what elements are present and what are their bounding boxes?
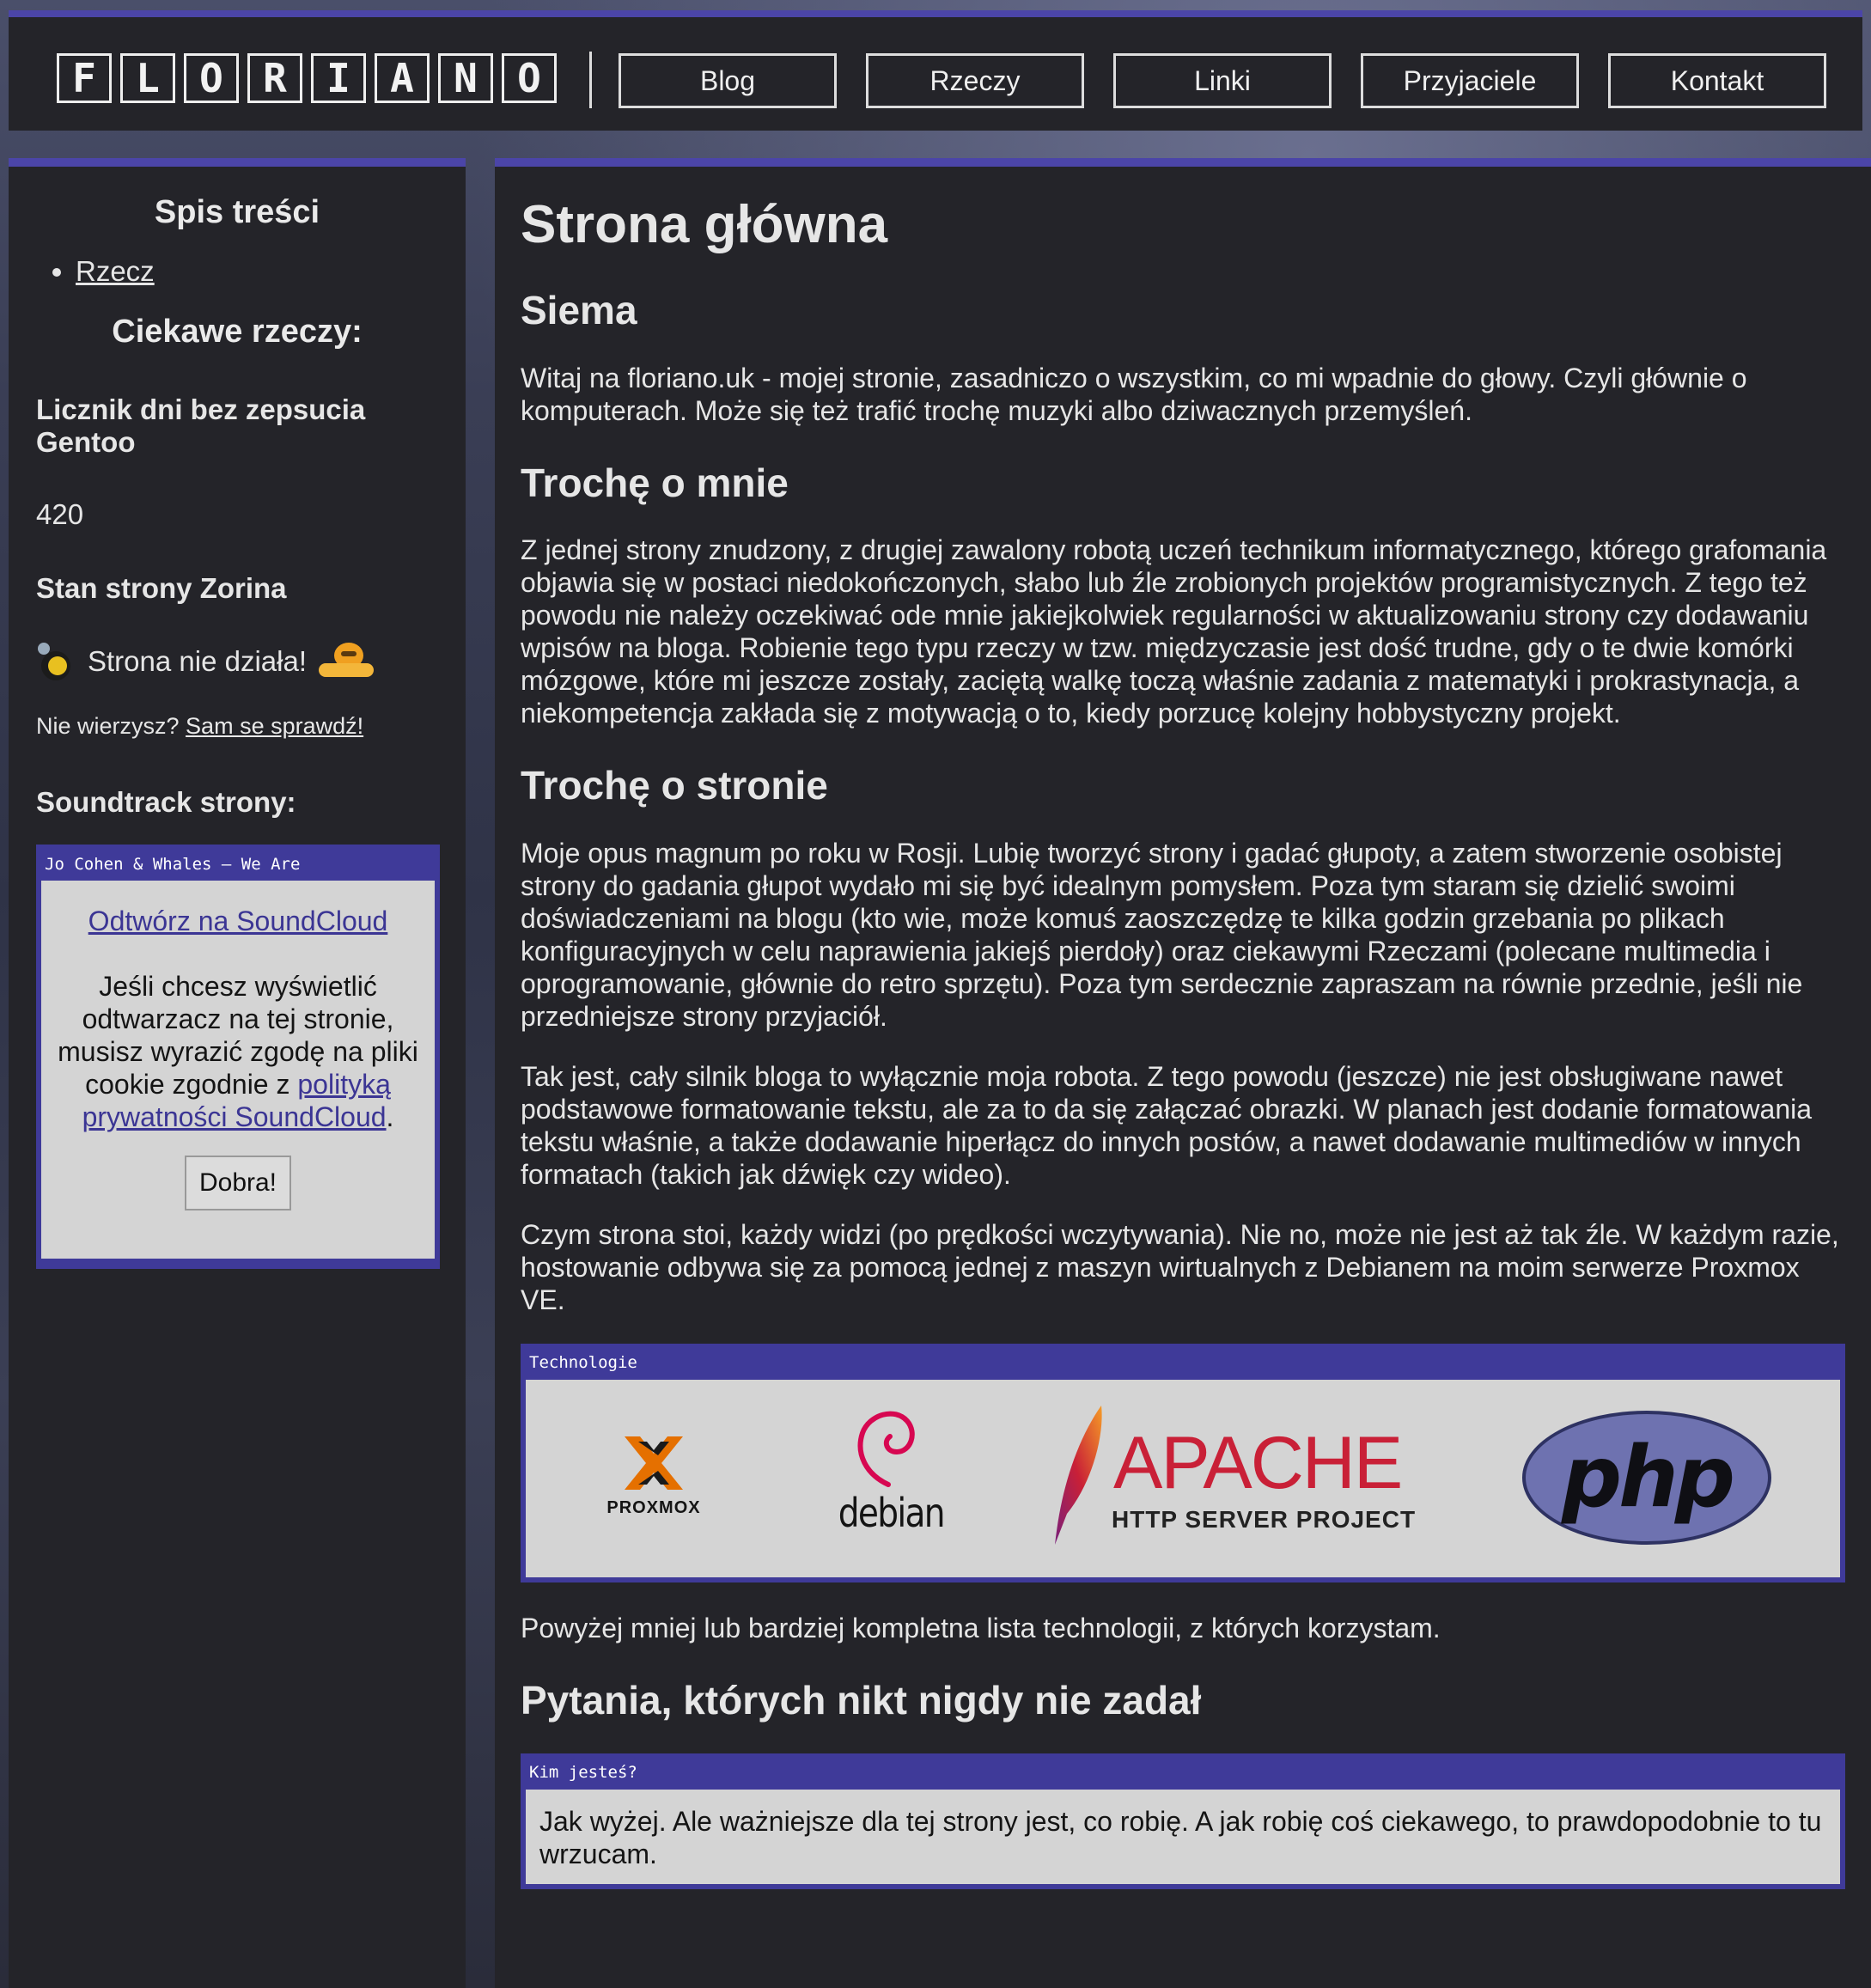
consent-button[interactable]: Dobra!	[185, 1156, 291, 1210]
debian-label: debian	[838, 1489, 944, 1536]
soundtrack-title: Soundtrack strony:	[36, 785, 296, 818]
logo-letter: I	[311, 53, 366, 103]
toc-link-rzecz[interactable]: Rzecz	[76, 255, 155, 287]
nav-linki-button[interactable]: Linki	[1113, 53, 1332, 108]
proxmox-logo	[598, 1435, 710, 1517]
section-heading-about-me: Trochę o mnie	[521, 460, 789, 505]
section-heading-faq: Pytania, których nikt nigdy nie zadał	[521, 1677, 1202, 1723]
paragraph-technologies: Powyżej mniej lub bardziej kompletna lista technologii, z których korzystam.	[521, 1612, 1441, 1643]
faq-question: Kim jesteś?	[529, 1763, 637, 1783]
privacy-policy-link[interactable]: polityką prywatności SoundCloud	[82, 1068, 391, 1132]
apache-sublabel: HTTP SERVER PROJECT	[1112, 1505, 1417, 1533]
status-check-link[interactable]: Sam se sprawdź!	[186, 712, 364, 739]
logo-letter: O	[502, 53, 557, 103]
status-title: Stan strony Zorina	[36, 571, 287, 604]
play-on-soundcloud-link[interactable]: Odtwórz na SoundCloud	[88, 905, 388, 936]
proxmox-x-icon	[619, 1435, 688, 1491]
logo-letter: F	[57, 53, 112, 103]
consent-text	[57, 970, 419, 1133]
status-note	[36, 713, 438, 740]
counter-title: Licznik dni bez zepsucia Gentoo	[36, 393, 366, 458]
section-heading-siema: Siema	[521, 288, 637, 333]
logo-letter: O	[184, 53, 239, 103]
status-text: Strona nie działa!	[88, 644, 307, 677]
interesting-title: Ciekawe rzeczy:	[112, 314, 363, 350]
construction-worker-icon	[319, 643, 374, 680]
logo-divider	[589, 52, 592, 108]
technologies-box	[521, 1344, 1845, 1582]
status-row	[36, 643, 438, 680]
top-navigation-bar	[9, 10, 1862, 131]
apache-logo	[1048, 1402, 1426, 1548]
technologies-title: Technologie	[529, 1353, 637, 1373]
toc-list	[36, 255, 438, 288]
faq-box	[521, 1753, 1845, 1889]
toc-item	[76, 255, 438, 288]
logo-letter: L	[120, 53, 175, 103]
paragraph-about-site-2: Tak jest, cały silnik bloga to wyłącznie moja robota. Z tego powodu (jeszcze) nie jest obsługiwane nawet podstawowe formatowanie tekstu, ale za to da się załączać obrazki. W planach jest dodanie formatowania tekstu właśnie, a także dodawanie hiperłącz do innych postów, a nawet dodawanie multimediów w innych formatach (takich jak dźwięk czy wideo).	[521, 1060, 1813, 1190]
counter-value: 420	[36, 497, 84, 530]
consent-end: .	[386, 1101, 394, 1132]
php-label: php	[1561, 1428, 1733, 1527]
page-title: Strona główna	[521, 195, 888, 254]
php-logo	[1522, 1411, 1771, 1545]
debian-logo	[830, 1402, 944, 1536]
tux-icon	[36, 643, 76, 680]
section-heading-about-site: Trochę o stronie	[521, 763, 828, 808]
consent-message: Jeśli chcesz wyświetlić odtwarzacz na tej stronie, musisz wyrazić zgodę na pliki cookie zgodnie z	[58, 970, 418, 1100]
debian-swirl-icon	[847, 1402, 924, 1488]
paragraph-about-site-3: Czym strona stoi, każdy widzi (po prędkości wczytywania). Nie no, może nie jest aż tak źle. W każdym razie, hostowanie odbywa się za pomocą jednej z maszyn wirtualnych z Debianem na moim serwerze Proxmox VE.	[521, 1218, 1839, 1315]
logo-letter: A	[375, 53, 430, 103]
paragraph-siema: Witaj na floriano.uk - mojej stronie, zasadniczo o wszystkim, co mi wpadnie do głowy. Czyli głównie o komputerach. Może się też trafić trochę muzyki albo dziwacznych przemyśleń.	[521, 362, 1747, 426]
soundcloud-player	[36, 845, 440, 1269]
player-consent-box	[41, 881, 435, 1259]
nav-kontakt-button[interactable]: Kontakt	[1608, 53, 1826, 108]
main-nav	[619, 53, 1826, 108]
proxmox-label: PROXMOX	[606, 1497, 701, 1517]
nav-przyjaciele-button[interactable]: Przyjaciele	[1361, 53, 1579, 108]
paragraph-about-me: Z jednej strony znudzony, z drugiej zawalony robotą uczeń technikum informatycznego, którego grafomania objawia się w postaci niedokończonych, słabo lub źle zrobionych projektów programistycznych. Z tego też powodu nie należy oczekiwać ode mnie jakiejkolwiek regularności w aktualizowaniu strony czy dodawaniu wpisów na bloga. Robienie tego typu rzeczy w tzw. międzyczasie jest dość trudne, gdy o te dwie komórki mózgowe, które mi jeszcze zostały, zaciętą walkę toczą właśnie zadania z matematyki i prokrastynacja, a niekompetencja zakłada się z motywacją o to, kiedy porzucę kolejny hobbystyczny projekt.	[521, 534, 1827, 729]
paragraph-about-site-1: Moje opus magnum po roku w Rosji. Lubię tworzyć strony i gadać głupoty, a zatem stworzenie osobistej strony do gadania głupot wydało mi się być idealnym pomysłem. Poza tym staram się dzielić swoimi doświadczeniami na blogu (kto wie, może komuś zaoszczędzę te kilka godzin grzebania po plikach konfiguracyjnych w celu naprawienia jakiejś pierdoły) oraz ciekawymi Rzeczami (polecane multimedia i oprogramowanie, głównie do retro sprzętu). Poza tym serdecznie zapraszam na równie przednie, jeśli nie przedniejsze strony przyjaciół.	[521, 837, 1803, 1032]
nav-rzeczy-button[interactable]: Rzeczy	[866, 53, 1084, 108]
toc-title: Spis treści	[154, 194, 320, 230]
faq-answer: Jak wyżej. Ale ważniejsze dla tej strony jest, co robię. A jak robię coś ciekawego, to prawdopodobnie to tu wrzucam.	[526, 1790, 1840, 1884]
player-title: Jo Cohen & Whales – We Are	[45, 854, 301, 874]
site-logo[interactable]	[57, 53, 557, 103]
status-note-prefix: Nie wierzysz?	[36, 712, 186, 739]
technologies-logos	[526, 1380, 1840, 1577]
logo-letter: N	[438, 53, 493, 103]
main-content	[495, 158, 1871, 1988]
apache-feather-icon	[1048, 1402, 1108, 1548]
apache-label: APACHE	[1113, 1421, 1402, 1504]
sidebar	[9, 158, 466, 1988]
nav-blog-button[interactable]: Blog	[619, 53, 837, 108]
logo-letter: R	[247, 53, 302, 103]
